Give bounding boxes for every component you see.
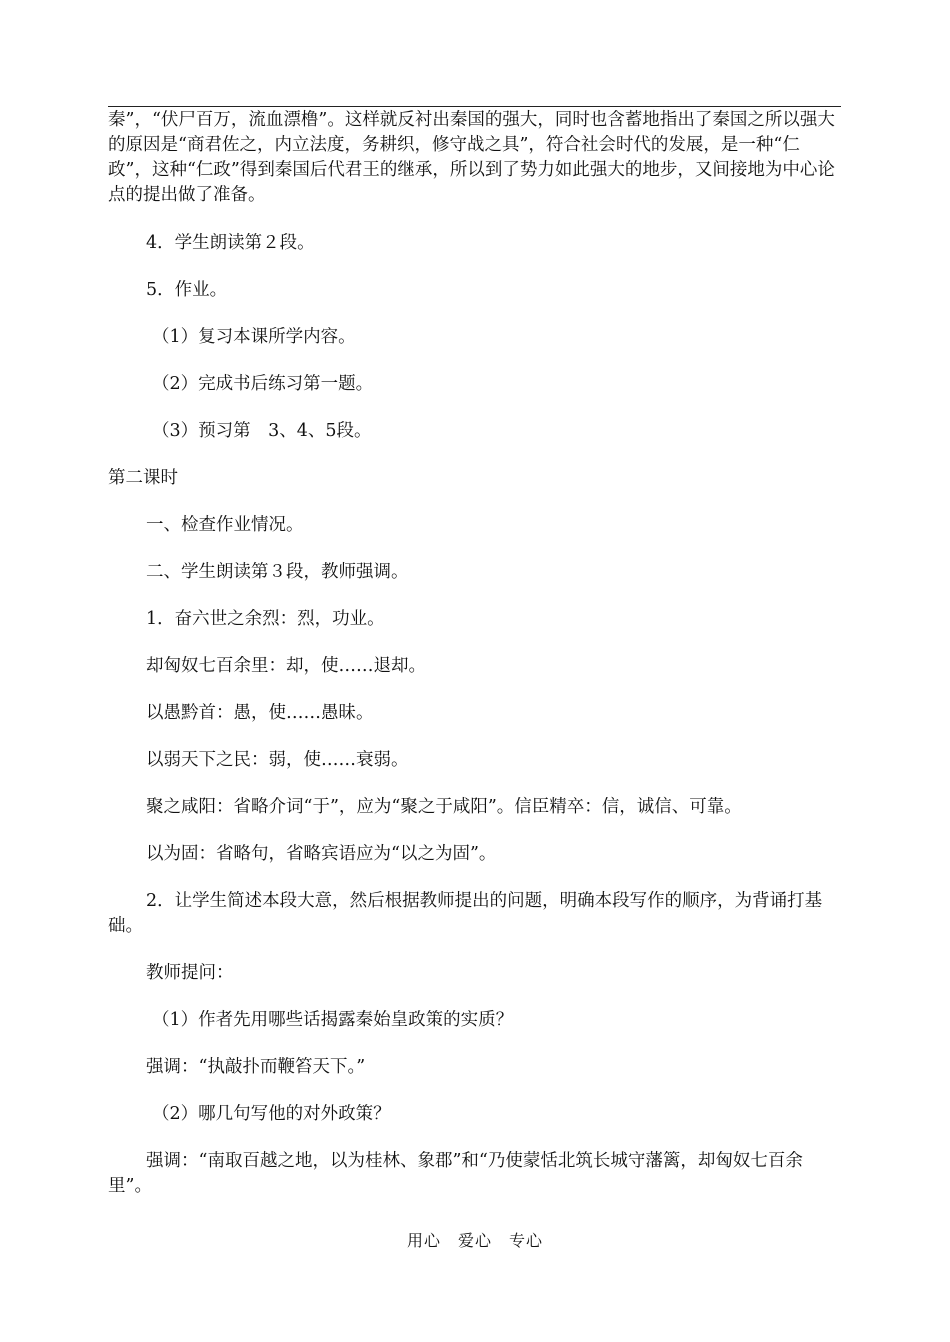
item-question-2: （2）哪几句写他的对外政策？	[152, 1104, 391, 1124]
item-question-1: （1）作者先用哪些话揭露秦始皇政策的实质？	[152, 1010, 514, 1030]
item-read-paragraph-2: 4．学生朗读第２段。	[146, 233, 315, 253]
item-note-2: 却匈奴七百余里：却，使……退却。	[146, 656, 426, 676]
header-rule	[108, 106, 841, 107]
item-homework-3: （3）预习第 3、4、5段。	[152, 421, 372, 441]
item-homework-1: （1）复习本课所学内容。	[152, 327, 356, 347]
item-homework-2: （2）完成书后练习第一题。	[152, 374, 374, 394]
item-note-4: 以弱天下之民：弱，使……衰弱。	[146, 750, 409, 770]
item-homework: 5．作业。	[146, 280, 228, 300]
intro-paragraph: 秦”，“伏尸百万，流血漂橹”。这样就反衬出秦国的强大，同时也含蓄地指出了秦国之所以强大的原因是“商君佐之，内立法度，务耕织，修守战之具”，符合社会时代的发展，是一种“仁政”，这种“仁政”得到秦国后代君王的继承，所以到了势力如此强大的地步，又间接地为中心论点的提出做了准备。	[108, 110, 835, 205]
item-note-3: 以愚黔首：愚，使……愚昧。	[146, 703, 374, 723]
section-heading-second-lesson: 第二课时	[108, 468, 178, 488]
item-teacher-question: 教师提问：	[146, 963, 234, 983]
page-footer: 用心 爱心 专心	[406, 1231, 543, 1250]
item-note-6: 以为固：省略句，省略宾语应为“以之为固”。	[146, 844, 497, 864]
item-check-homework: 一、检查作业情况。	[146, 515, 304, 535]
item-read-paragraph-3: 二、学生朗读第３段，教师强调。	[146, 562, 409, 582]
item-emphasis-2: 强调：“南取百越之地，以为桂林、象郡”和“乃使蒙恬北筑长城守藩篱，却匈奴七百余里”。	[108, 1151, 803, 1196]
document-body	[108, 108, 841, 1199]
item-emphasis-1: 强调：“执敲扑而鞭笞天下。”	[146, 1057, 366, 1077]
item-note-1: 1．奋六世之余烈：烈，功业。	[146, 609, 385, 629]
item-summary-task: 2．让学生简述本段大意，然后根据教师提出的问题，明确本段写作的顺序，为背诵打基础。	[108, 891, 823, 936]
item-note-5: 聚之咸阳：省略介词“于”，应为“聚之于咸阳”。信臣精卒：信，诚信、可靠。	[146, 797, 742, 817]
